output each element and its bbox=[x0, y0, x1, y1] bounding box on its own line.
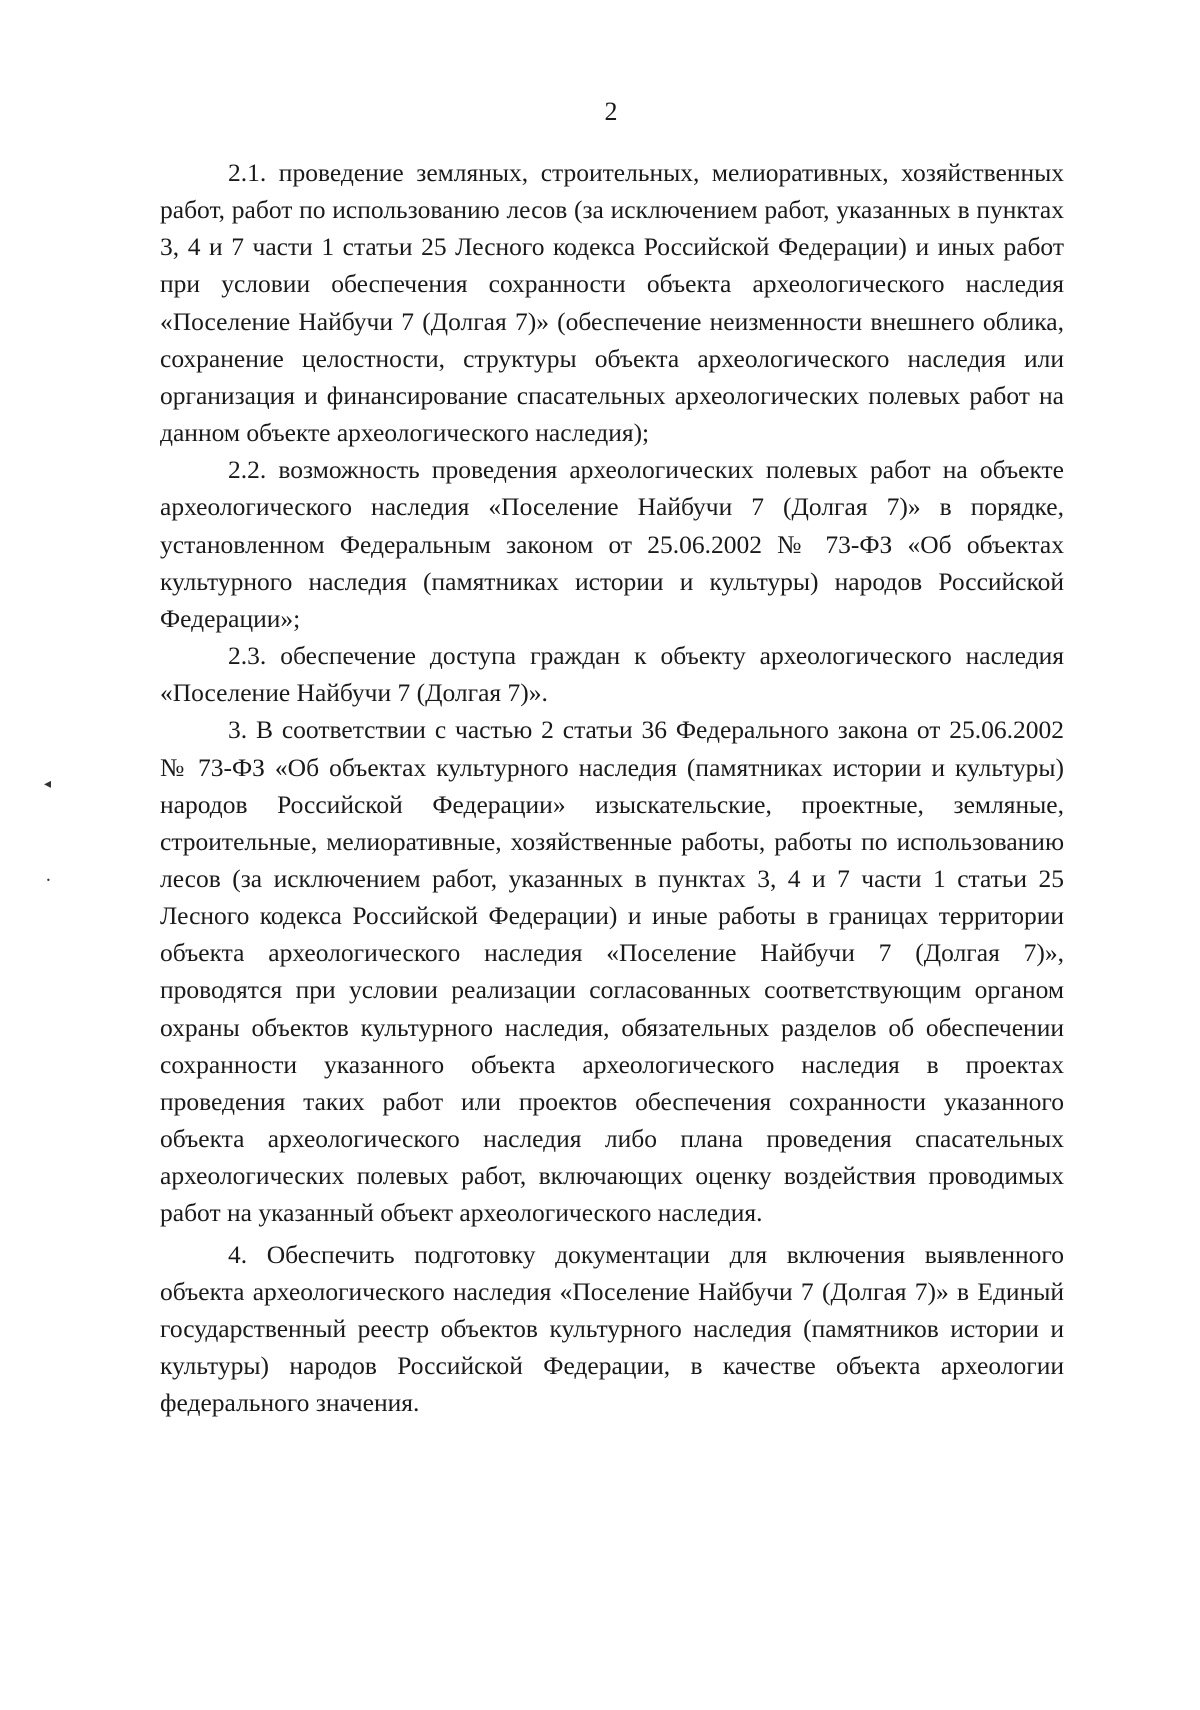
paragraph-3: 3. В соответствии с частью 2 статьи 36 Федерального закона от 25.06.2002 № 73-ФЗ «Об объектах культурного наследия (памятниках истории и культуры) народов Российской Федерации» изыскательские, проектные, земляные, строительные, мелиоративные, хозяйственные работы, работы по использованию лесов (за исключением работ, указанных в пунктах 3, 4 и 7 части 1 статьи 25 Лесного кодекса Российской Федерации) и иные работы в границах территории объекта археологического наследия «Поселение Найбучи 7 (Долгая 7)», проводятся при условии реализации согласованных соответствующим органом охраны объектов культурного наследия, обязательных разделов об обеспечении сохранности указанного объекта археологического наследия в проектах проведения таких работ или проектов обеспечения сохранности указанного объекта археологического наследия либо плана проведения спасательных археологических полевых работ, включающих оценку воздействия проводимых работ на указанный объект археологического наследия. bbox=[160, 715, 1064, 1228]
paragraph-2-2: 2.2. возможность проведения археологических полевых работ на объекте археологического наследия «Поселение Найбучи 7 (Долгая 7)» в порядке, установленном Федеральным законом от 25.06.2002 № 73-ФЗ «Об объектах культурного наследия (памятниках истории и культуры) народов Российской Федерации»; bbox=[160, 455, 1064, 633]
scan-mark: • bbox=[46, 876, 51, 885]
page-number: 2 bbox=[604, 97, 618, 126]
document-body bbox=[160, 154, 1064, 1421]
paragraph-2-1: 2.1. проведение земляных, строительных, мелиоративных, хозяйственных работ, работ по использованию лесов (за исключением работ, указанных в пунктах 3, 4 и 7 части 1 статьи 25 Лесного кодекса Российской Федерации) и иных работ при условии обеспечения сохранности объекта археологического наследия «Поселение Найбучи 7 (Долгая 7)» (обеспечение неизменности внешнего облика, сохранение целостности, структуры объекта археологического наследия или организация и финансирование спасательных археологических полевых работ на данном объекте археологического наследия); bbox=[160, 158, 1064, 448]
scan-mark: ◂ bbox=[44, 776, 52, 792]
paragraph-4: 4. Обеспечить подготовку документации для включения выявленного объекта археологического наследия «Поселение Найбучи 7 (Долгая 7)» в Единый государственный реестр объектов культурного наследия (памятников истории и культуры) народов Российской Федерации, в качестве объекта археологии федерального значения. bbox=[160, 1239, 1064, 1418]
paragraph-2-3: 2.3. обеспечение доступа граждан к объекту археологического наследия «Поселение Найбучи 7 (Долгая 7)». bbox=[160, 641, 1064, 708]
